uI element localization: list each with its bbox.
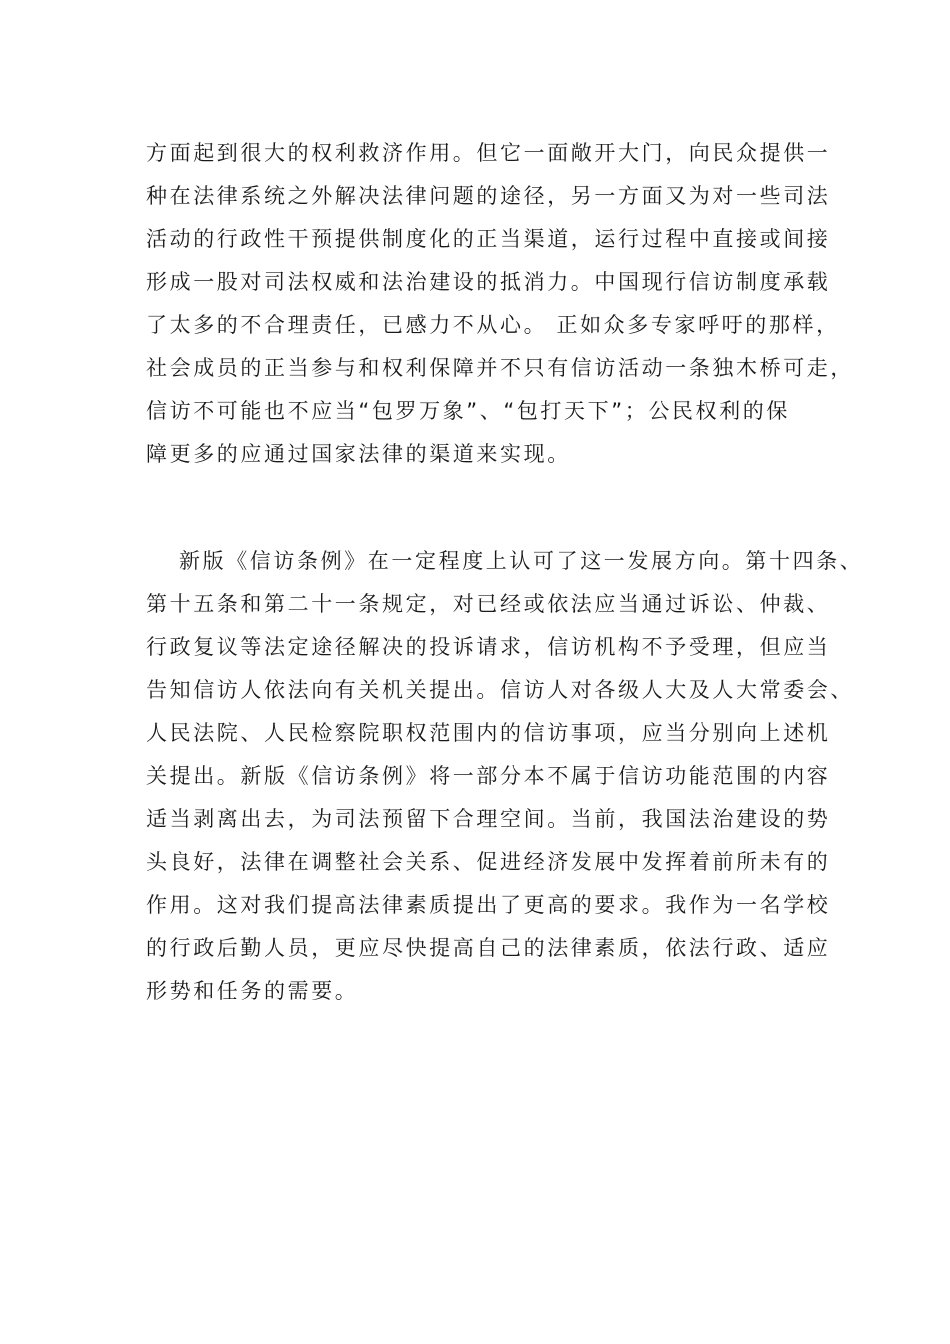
- text-line-first-indented: 新版《信访条例》在一定程度上认可了这一发展方向。第十四条、: [179, 549, 864, 573]
- text-line: 的行政后勤人员，更应尽快提高自己的法律素质，依法行政、适应: [146, 936, 831, 960]
- text-line: 关提出。新版《信访条例》将一部分本不属于信访功能范围的内容: [146, 764, 831, 788]
- text-line: 社会成员的正当参与和权利保障并不只有信访活动一条独木桥可走，: [146, 356, 854, 380]
- text-line: 活动的行政性干预提供制度化的正当渠道，运行过程中直接或间接: [146, 227, 831, 251]
- text-line: 作用。这对我们提高法律素质提出了更高的要求。我作为一名学校: [146, 893, 831, 917]
- text-line: 方面起到很大的权利救济作用。但它一面敞开大门，向民众提供一: [146, 141, 831, 165]
- paragraph-2: [146, 540, 863, 1013]
- text-line: 障更多的应通过国家法律的渠道来实现。: [146, 442, 571, 466]
- text-line: 了太多的不合理责任，已感力不从心。 正如众多专家呼吁的那样，: [146, 313, 840, 337]
- text-line: 种在法律系统之外解决法律问题的途径，另一方面又为对一些司法: [146, 184, 831, 208]
- text-line: 适当剥离出去，为司法预留下合理空间。当前，我国法治建设的势: [146, 807, 831, 831]
- text-line: 行政复议等法定途径解决的投诉请求，信访机构不予受理，但应当: [146, 635, 831, 659]
- text-line: 第十五条和第二十一条规定，对已经或依法应当通过诉讼、仲裁、: [146, 592, 831, 616]
- text-line: 头良好，法律在调整社会关系、促进经济发展中发挥着前所未有的: [146, 850, 831, 874]
- text-line: 人民法院、人民检察院职权范围内的信访事项，应当分别向上述机: [146, 721, 831, 745]
- text-line: 信访不可能也不应当“包罗万象”、“包打天下”；公民权利的保: [146, 399, 790, 423]
- text-line: 形势和任务的需要。: [146, 979, 359, 1003]
- paragraph-1: [146, 132, 854, 476]
- text-line: 形成一股对司法权威和法治建设的抵消力。中国现行信访制度承载: [146, 270, 831, 294]
- text-line: 告知信访人依法向有关机关提出。信访人对各级人大及人大常委会、: [146, 678, 854, 702]
